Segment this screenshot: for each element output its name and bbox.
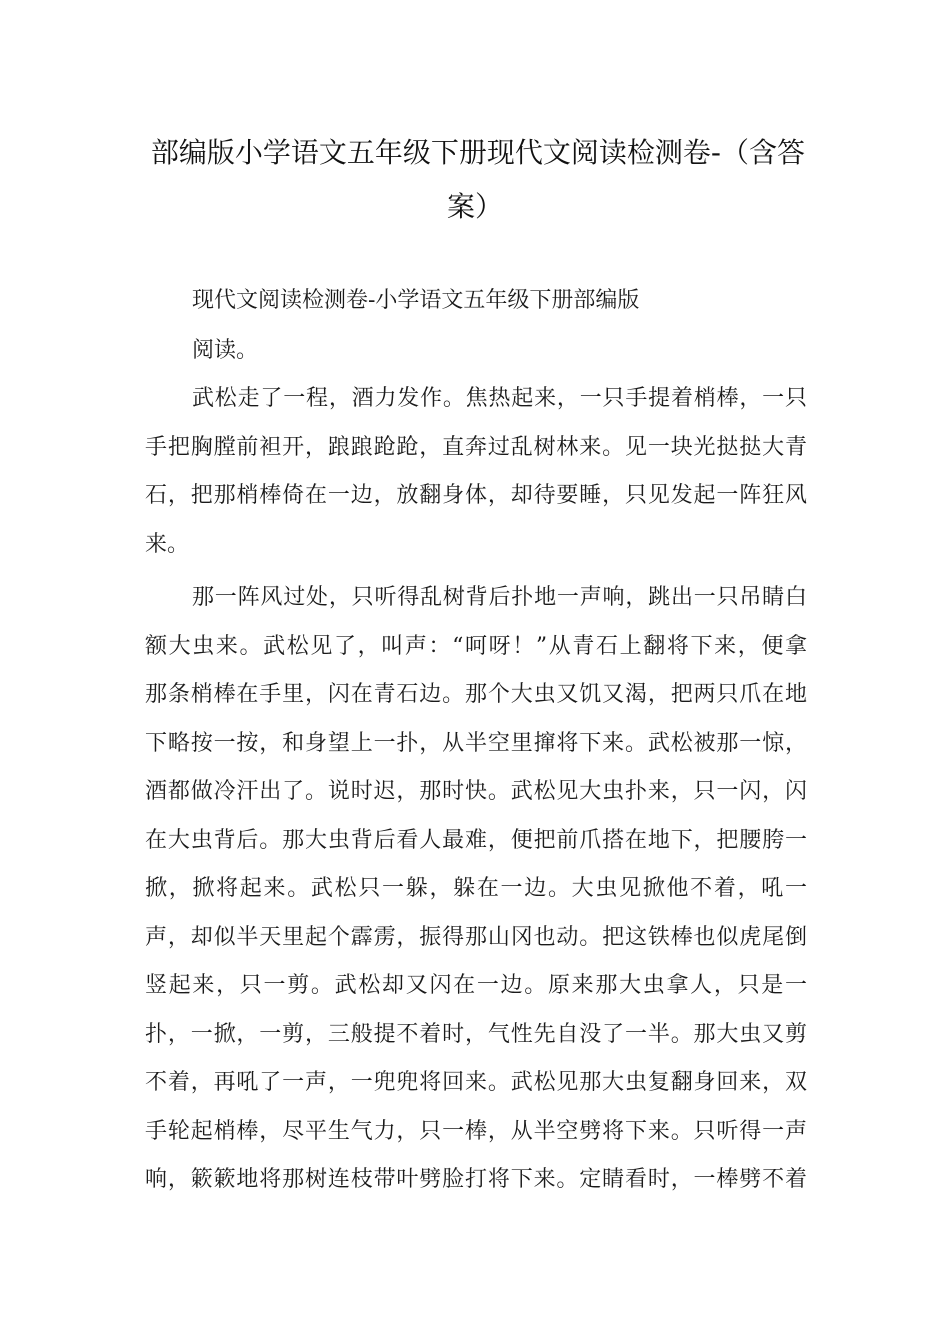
paragraph-line: 响，簌簌地将那树连枝带叶劈脸打将下来。定睛看时，一棒劈不着 bbox=[145, 1167, 807, 1192]
paragraph-line: 在大虫背后。那大虫背后看人最难，便把前爪搭在地下，把腰胯一 bbox=[145, 827, 807, 853]
paragraph-line: 手把胸膛前袒开，踉踉跄跄，直奔过乱树林来。见一块光挞挞大青 bbox=[145, 434, 807, 460]
document-subtitle: 现代文阅读检测卷-小学语文五年级下册部编版 bbox=[192, 288, 640, 313]
title-line-2: 案） bbox=[446, 190, 503, 223]
title-line-1: 部编版小学语文五年级下册现代文阅读检测卷-（含答 bbox=[150, 136, 805, 169]
paragraph-line: 石，把那梢棒倚在一边，放翻身体，却待要睡，只见发起一阵狂风 bbox=[145, 483, 807, 508]
paragraph-2 bbox=[145, 580, 807, 1211]
paragraph-line: 掀，掀将起来。武松只一躲，躲在一边。大虫见掀他不着，吼一 bbox=[145, 876, 807, 901]
paragraph-line: 额大虫来。武松见了，叫声：“呵呀！”从青石上翻将下来，便拿 bbox=[145, 633, 807, 659]
paragraph-1 bbox=[145, 381, 807, 575]
paragraph-line: 那条梢棒在手里，闪在青石边。那个大虫又饥又渴，把两只爪在地 bbox=[145, 682, 807, 707]
paragraph-line: 武松走了一程，酒力发作。焦热起来，一只手提着梢棒，一只 bbox=[192, 386, 807, 411]
paragraph-line: 扑，一掀，一剪，三般提不着时，气性先自没了一半。那大虫又剪 bbox=[145, 1021, 807, 1047]
paragraph-line: 下略按一按，和身望上一扑，从半空里撺将下来。武松被那一惊， bbox=[145, 730, 807, 756]
paragraph-line: 来。 bbox=[145, 531, 190, 557]
reading-instruction: 阅读。 bbox=[192, 338, 259, 363]
paragraph-line: 手轮起梢棒，尽平生气力，只一棒，从半空劈将下来。只听得一声 bbox=[145, 1118, 807, 1144]
paragraph-line: 声，却似半天里起个霹雳，振得那山冈也动。把这铁棒也似虎尾倒 bbox=[145, 924, 807, 950]
document-title bbox=[145, 126, 805, 234]
paragraph-line: 那一阵风过处，只听得乱树背后扑地一声响，跳出一只吊睛白 bbox=[192, 585, 807, 610]
paragraph-line: 竖起来，只一剪。武松却又闪在一边。原来那大虫拿人，只是一 bbox=[145, 973, 807, 998]
paragraph-line: 酒都做冷汗出了。说时迟，那时快。武松见大虫扑来，只一闪，闪 bbox=[145, 779, 807, 804]
paragraph-line: 不着，再吼了一声，一兜兜将回来。武松见那大虫复翻身回来，双 bbox=[145, 1070, 807, 1095]
